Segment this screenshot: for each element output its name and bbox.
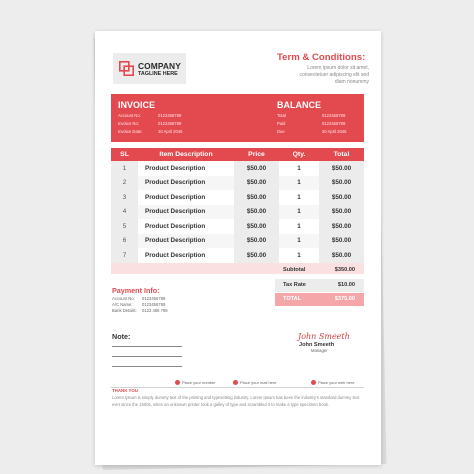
- cell-total: $50.00: [319, 176, 364, 191]
- cell-description: Product Description: [138, 161, 234, 176]
- subtotal-value: $350.00: [334, 267, 355, 273]
- note-line: [112, 346, 182, 347]
- cell-sl: 3: [111, 190, 138, 205]
- table-row: [111, 219, 364, 234]
- signatory-name: John Smeeth: [299, 342, 335, 348]
- cell-price: $50.00: [234, 190, 279, 205]
- footer-divider: [111, 387, 364, 388]
- cell-sl: 4: [111, 205, 138, 220]
- cell-price: $50.00: [234, 248, 279, 263]
- payment-row-label: Account No:: [112, 296, 135, 301]
- cell-description: Product Description: [138, 176, 234, 191]
- payment-row-value: 0123 456 789: [142, 308, 168, 313]
- table-row: [111, 161, 364, 176]
- company-name: COMPANY: [138, 61, 181, 71]
- cell-price: $50.00: [234, 161, 279, 176]
- tax-row: [275, 279, 364, 292]
- invoice-title: INVOICE: [118, 100, 156, 110]
- cell-qty: 1: [279, 176, 319, 191]
- cell-total: $50.00: [319, 161, 364, 176]
- note-line: [112, 366, 182, 367]
- contact-phone: [175, 380, 216, 385]
- payment-info-title: Payment Info:: [112, 286, 160, 295]
- invoice-row-value: 30 April 2045: [158, 129, 183, 134]
- payment-row-value: 0123456789: [142, 296, 166, 301]
- company-logo-icon: [119, 61, 134, 76]
- balance-row-label: Due: [277, 129, 285, 134]
- note-line: [112, 356, 182, 357]
- contact-web: [311, 380, 354, 385]
- contact-mail: [233, 380, 276, 385]
- cell-total: $50.00: [319, 248, 364, 263]
- invoice-row-value: 0123456789: [158, 121, 182, 126]
- total-value: $375.00: [334, 296, 355, 302]
- payment-row-label: A/C Name:: [112, 302, 133, 307]
- balance-row-value: 0123456789: [322, 113, 346, 118]
- contact-mail-text: Place your mail here: [240, 380, 277, 385]
- cell-sl: 5: [111, 219, 138, 234]
- cell-qty: 1: [279, 248, 319, 263]
- invoice-row-value: 0123456789: [158, 113, 182, 118]
- cell-price: $50.00: [234, 176, 279, 191]
- invoice-document: [95, 31, 381, 465]
- cell-description: Product Description: [138, 248, 234, 263]
- column-header-qty: Qty.: [279, 148, 319, 161]
- thank-you-label: THANK YOU: [112, 388, 139, 393]
- balance-title: BALANCE: [277, 100, 321, 110]
- cell-price: $50.00: [234, 205, 279, 220]
- company-tagline: TAGLINE HERE: [138, 71, 178, 77]
- tax-value: $10.00: [337, 282, 355, 288]
- cell-qty: 1: [279, 219, 319, 234]
- cell-sl: 1: [111, 161, 138, 176]
- footer-text: Lorem Ipsum is simply dummy text of the printing and typesetting industry. Lorem Ipsum has been the industry's standard dummy text ever since the 1500s, when an unknown printer took a galley of type and scrambled it to make a type specimen book.: [112, 395, 360, 407]
- terms-line: Lorem ipsum dolor sit amet,: [307, 65, 369, 71]
- cell-price: $50.00: [234, 219, 279, 234]
- balance-row-value: 0123456789: [322, 121, 346, 126]
- invoice-banner: [111, 94, 364, 142]
- company-logo: [113, 53, 186, 84]
- cell-description: Product Description: [138, 234, 234, 249]
- cell-total: $50.00: [319, 219, 364, 234]
- column-header-sl: SL: [111, 148, 138, 161]
- note-title: Note:: [112, 332, 131, 341]
- table-row: [111, 176, 364, 191]
- signatory-role: Manager: [311, 348, 328, 353]
- cell-sl: 6: [111, 234, 138, 249]
- subtotal-label: Subtotal: [283, 267, 306, 273]
- cell-total: $50.00: [319, 190, 364, 205]
- signature: John Smeeth: [298, 332, 350, 341]
- terms-text: [277, 65, 369, 87]
- invoice-row-label: Invoice No:: [118, 121, 139, 126]
- subtotal-row: [275, 264, 364, 277]
- cell-description: Product Description: [138, 205, 234, 220]
- terms-line: diam nonummy: [334, 79, 369, 86]
- invoice-row-label: Invoice Date:: [118, 129, 143, 134]
- column-header-total: Total: [319, 148, 364, 161]
- cell-qty: 1: [279, 190, 319, 205]
- total-row: [275, 293, 364, 306]
- terms-line: consectetuer adipiscing elit sed: [299, 72, 369, 79]
- cell-qty: 1: [279, 161, 319, 176]
- cell-total: $50.00: [319, 234, 364, 249]
- items-table: [111, 148, 364, 263]
- cell-qty: 1: [279, 205, 319, 220]
- table-header-row: [111, 148, 364, 161]
- payment-row-label: Bank Details:: [112, 308, 137, 313]
- cell-description: Product Description: [138, 219, 234, 234]
- table-row: [111, 248, 364, 263]
- table-row: [111, 234, 364, 249]
- balance-row-label: Paid: [277, 121, 286, 126]
- contact-phone-text: Place your number: [182, 380, 216, 385]
- payment-row-value: 0123456789: [142, 302, 166, 307]
- table-row: [111, 190, 364, 205]
- cell-total: $50.00: [319, 205, 364, 220]
- table-row: [111, 205, 364, 220]
- phone-icon: [175, 380, 180, 385]
- invoice-row-label: Account No:: [118, 113, 141, 118]
- tax-label: Tax Rate: [283, 282, 306, 288]
- mail-icon: [233, 380, 238, 385]
- total-label: TOTAL: [283, 296, 302, 302]
- balance-row-value: 30 April 2045: [322, 129, 347, 134]
- cell-qty: 1: [279, 234, 319, 249]
- balance-row-label: Total: [277, 113, 286, 118]
- cell-sl: 7: [111, 248, 138, 263]
- column-header-description: Item Description: [138, 148, 234, 161]
- contact-web-text: Place your web here: [318, 380, 355, 385]
- cell-description: Product Description: [138, 190, 234, 205]
- cell-price: $50.00: [234, 234, 279, 249]
- globe-icon: [311, 380, 316, 385]
- cell-sl: 2: [111, 176, 138, 191]
- terms-title: Term & Conditions:: [277, 52, 366, 63]
- column-header-price: Price: [234, 148, 279, 161]
